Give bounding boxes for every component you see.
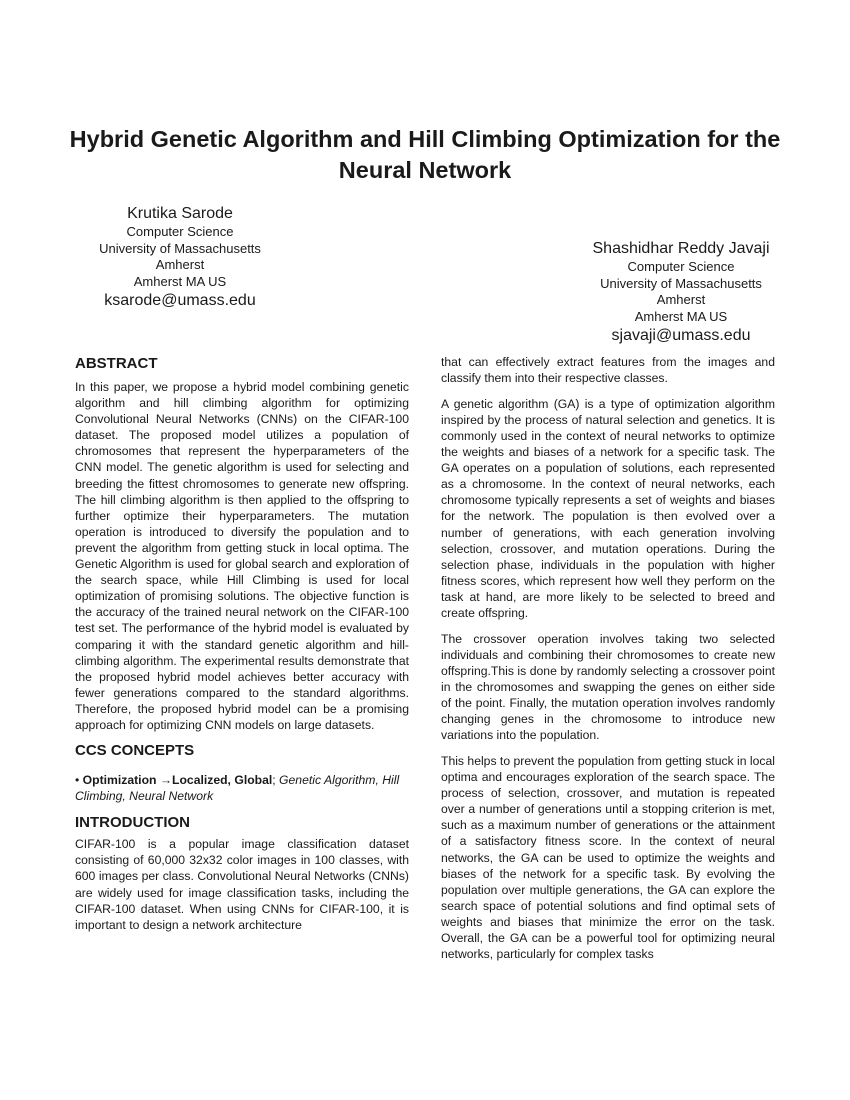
author-block-1 [80, 203, 280, 311]
author-department: Computer Science [126, 224, 234, 239]
ccs-primary: Optimization →Localized, Global [82, 773, 273, 788]
introduction-paragraph: A genetic algorithm (GA) is a type of optimization algorithm inspired by the process of natural selection and genetics. It is commonly used in the context of neural networks to optimize the weights and biases of a network for a specific task. The GA operates on a population of solutions, each represented as a chromosome. In the context of neural networks, each chromosome typically represents a set of weights and biases for the network. The population is then evolved over a number of generations, with each generation involving selection, crossover, and mutation operations. During the selection phase, individuals in the population with higher fitness scores, which represent how well they perform on the task at hand, are more likely to be selected to breed and create offspring. [441, 396, 775, 620]
abstract-section [75, 354, 409, 733]
introduction-heading: INTRODUCTION [75, 814, 190, 832]
author-block-2 [570, 238, 792, 346]
introduction-section [75, 813, 409, 933]
ccs-bullet: • [75, 773, 83, 788]
abstract-text: In this paper, we propose a hybrid model combining genetic algorithm and hill climbing algorithm for optimizing Convolutional Neural Networks (CNNs) on the CIFAR-100 dataset. The proposed model utilizes a population of chromosomes that represent the hyperparameters of the CNN model. The genetic algorithm is used for selecting and breeding the fittest chromosomes to generate new offspring. The hill climbing algorithm is then applied to the offspring to further optimize their hyperparameters. The mutation operation is introduced to diversify the population and to prevent the algorithm from getting stuck in local optima. The Genetic Algorithm is used for global search and exploration of the search space, while Hill Climbing is used for local optimization of promising solutions. The objective function is the accuracy of the trained neural network on the CIFAR-100 test set. The performance of the hybrid model is evaluated by comparing it with the standard genetic algorithm and hill-climbing algorithm. The experimental results demonstrate that the proposed hybrid model achieves better accuracy with fewer generations compared to the standard algorithms. Therefore, the proposed hybrid model can be a promising approach for optimizing CNN models on large datasets. [75, 380, 409, 732]
left-column [75, 352, 409, 933]
abstract-heading: ABSTRACT [75, 355, 158, 372]
ccs-separator: ; [272, 773, 280, 788]
author-name: Krutika Sarode [127, 205, 233, 222]
author-name: Shashidhar Reddy Javaji [592, 240, 770, 257]
author-email: ksarode@umass.edu [104, 292, 256, 309]
author-university: University of Massachusetts [600, 275, 762, 291]
introduction-paragraph: CIFAR-100 is a popular image classification dataset consisting of 60,000 32x32 color images in 100 classes, with 600 images per class. Convolutional Neural Networks (CNNs) are widely used for image classification tasks, including the CIFAR-100 dataset. When using CNNs for CIFAR-100, it is important to design a network architecture [75, 837, 409, 932]
ccs-section [75, 741, 409, 804]
author-department: Computer Science [627, 259, 735, 274]
introduction-paragraph: The crossover operation involves taking two selected individuals and combining their chromosomes to create new offspring.This is done by randomly selecting a crossover point in the chromosomes and swapping the genes on either side of the point. Finally, the mutation operation involves randomly changing genes in the chromosome to introduce new variations into the population. [441, 631, 775, 743]
introduction-paragraph: This helps to prevent the population from getting stuck in local optima and encourages exploration of the search space. The process of selection, crossover, and mutation is repeated over a number of generations until a stopping criterion is met, such as a maximum number of generations or the attainment of a satisfactory fitness score. In the context of neural networks, the GA can be used to optimize the weights and biases of the network for a specific task. By evolving the population over multiple generations, the GA can explore the search space of potential solutions and find optimal sets of weights and biases that minimize the error on the task. Overall, the GA can be a powerful tool for optimizing neural networks, particularly for complex tasks [441, 753, 775, 962]
paper-title: Hybrid Genetic Algorithm and Hill Climbing Optimization for the Neural Network [69, 126, 781, 183]
author-email: sjavaji@umass.edu [611, 327, 751, 344]
author-location: Amherst MA US [133, 273, 227, 289]
right-column [441, 354, 775, 972]
author-location: Amherst MA US [634, 308, 728, 324]
ccs-concepts [75, 772, 409, 804]
author-university: University of Massachusetts [99, 240, 261, 256]
author-campus: Amherst [656, 292, 706, 307]
ccs-heading: CCS CONCEPTS [75, 742, 195, 760]
introduction-paragraph: that can effectively extract features from the images and classify them into their respective classes. [441, 355, 775, 386]
ccs-secondary: Genetic Algorithm, Hill Climbing, Neural Network [75, 773, 400, 804]
author-campus: Amherst [155, 257, 205, 272]
